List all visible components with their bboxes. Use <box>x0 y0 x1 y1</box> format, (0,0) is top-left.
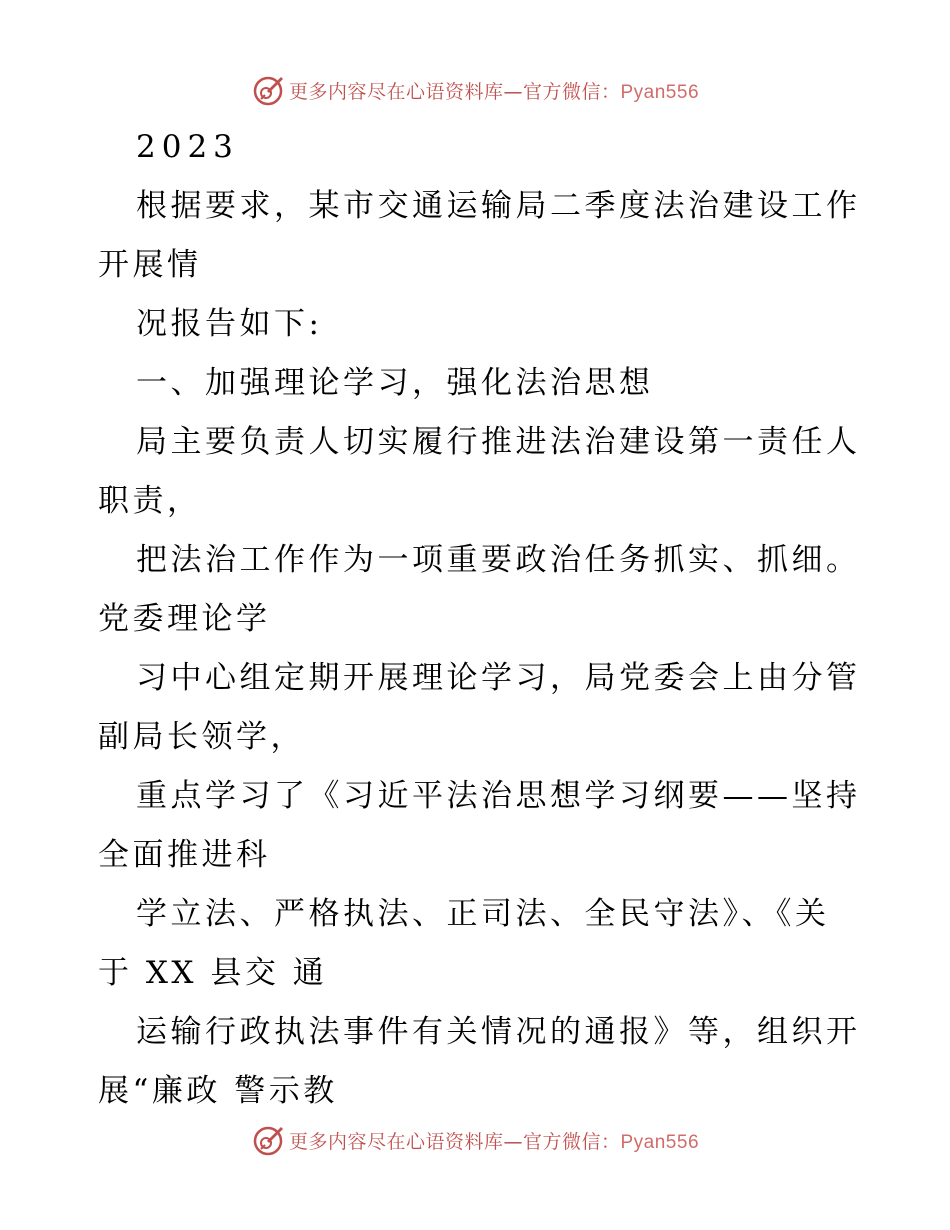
doc-line: 根据要求，某市交通运输局二季度法治建设工作 <box>136 188 861 224</box>
banner-wechat-id: Pyan556 <box>620 81 700 103</box>
document-body <box>98 118 861 1121</box>
doc-line: 展“廉政 警示教 <box>98 1073 338 1109</box>
banner-wechat-id: Pyan556 <box>620 1131 700 1153</box>
doc-line: 运输行政执法事件有关情况的通报》等，组织开 <box>136 1014 861 1050</box>
doc-line: 况报告如下: <box>136 306 323 342</box>
pen-logo-icon <box>251 1123 285 1157</box>
banner-wechat-label: 官方微信： <box>522 80 621 103</box>
header-banner-text <box>289 77 699 104</box>
banner-separator: — <box>503 80 523 103</box>
banner-wechat-label: 官方微信： <box>522 1130 621 1153</box>
doc-line: 于 XX 县交 通 <box>98 955 328 991</box>
section-heading: 一、加强理论学习，强化法治思想 <box>136 365 654 401</box>
doc-line-year: 2023 <box>136 129 239 165</box>
doc-line: 全面推进科 <box>98 837 271 873</box>
banner-title: 更多内容尽在心语资料库 <box>288 1130 504 1153</box>
banner-title: 更多内容尽在心语资料库 <box>288 80 504 103</box>
doc-line: 重点学习了《习近平法治思想学习纲要——坚持 <box>136 778 861 814</box>
doc-line: 把法治工作作为一项重要政治任务抓实、抓细。 <box>136 542 861 578</box>
footer-banner-text <box>289 1127 699 1154</box>
doc-line: 职责， <box>98 483 202 519</box>
doc-line: 副局长领学， <box>98 719 305 755</box>
doc-line: 学立法、严格执法、正司法、全民守法》、《关 <box>136 896 830 932</box>
header-watermark-banner <box>0 70 950 110</box>
footer-watermark-banner <box>0 1120 950 1160</box>
doc-line: 开展情 <box>98 247 202 283</box>
doc-line: 局主要负责人切实履行推进法治建设第一责任人 <box>136 424 861 460</box>
banner-separator: — <box>503 1130 523 1153</box>
doc-line: 习中心组定期开展理论学习，局党委会上由分管 <box>136 660 861 696</box>
pen-logo-icon <box>251 73 285 107</box>
doc-line: 党委理论学 <box>98 601 271 637</box>
